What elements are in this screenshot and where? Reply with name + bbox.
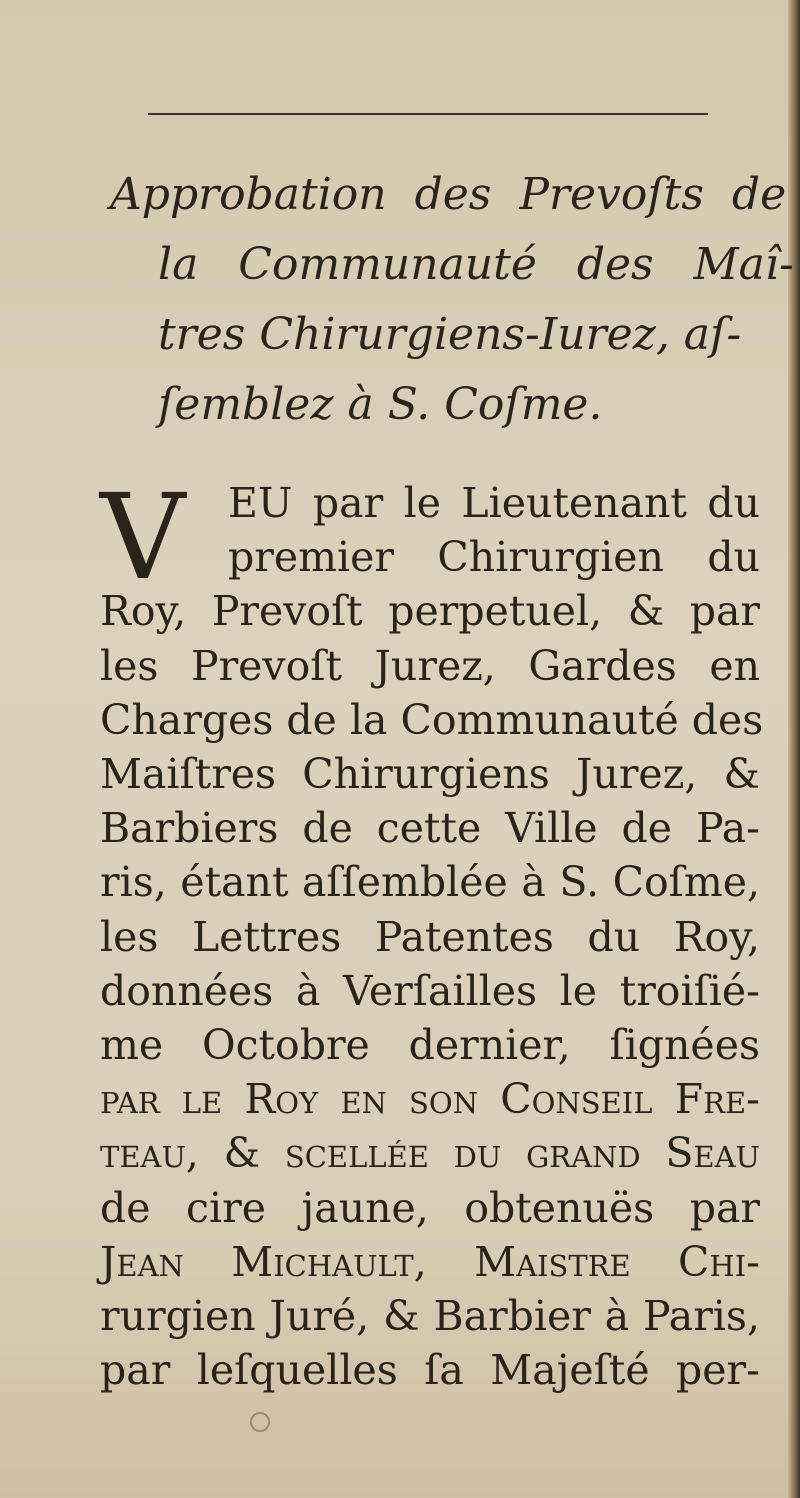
body-line: par le Roy en ſon Conſeil Fre- [100, 1075, 760, 1124]
heading-line: tres Chirurgiens-Iurez, aſ- [158, 309, 742, 360]
header-rule [148, 113, 708, 115]
heading-line: ſemblez à S. Coſme. [158, 379, 603, 430]
body-line: premier Chirurgien du [228, 533, 760, 582]
body-line: Jean Michault, Maiſtre Chi- [100, 1237, 760, 1286]
body-line: ris, étant aſſemblée à S. Coſme, [100, 858, 760, 907]
heading-line: la Communauté des Maî- [158, 239, 794, 290]
approbation-heading [110, 160, 794, 440]
body-text [100, 468, 764, 1397]
page-edge [788, 0, 800, 1498]
body-line: les Prevoſt Jurez, Gardes en [100, 641, 760, 690]
body-line: teau, & ſcellée du grand Seau [100, 1129, 760, 1178]
body-line: données à Verſailles le troiſié- [100, 966, 760, 1015]
body-line: les Lettres Patentes du Roy, [100, 912, 760, 961]
ink-mark [250, 1412, 270, 1432]
drop-cap: V [100, 468, 186, 606]
body-line: de cire jaune, obtenuës par [100, 1183, 760, 1232]
body-line: EU par le Lieutenant du [228, 479, 760, 527]
body-line: Maiſtres Chirurgiens Jurez, & [100, 750, 760, 799]
body-line: par leſquelles ſa Majeſté per- [100, 1346, 760, 1395]
body-line: Barbiers de cette Ville de Pa- [100, 804, 760, 853]
body-line: me Octobre dernier, ſignées [100, 1021, 760, 1070]
body-line: Charges de la Communauté des [100, 695, 764, 744]
body-line: Roy, Prevoſt perpetuel, & par [100, 587, 760, 636]
body-line: rurgien Juré, & Barbier à Paris, [100, 1292, 760, 1341]
heading-line: Approbation des Prevoſts de [110, 169, 787, 220]
